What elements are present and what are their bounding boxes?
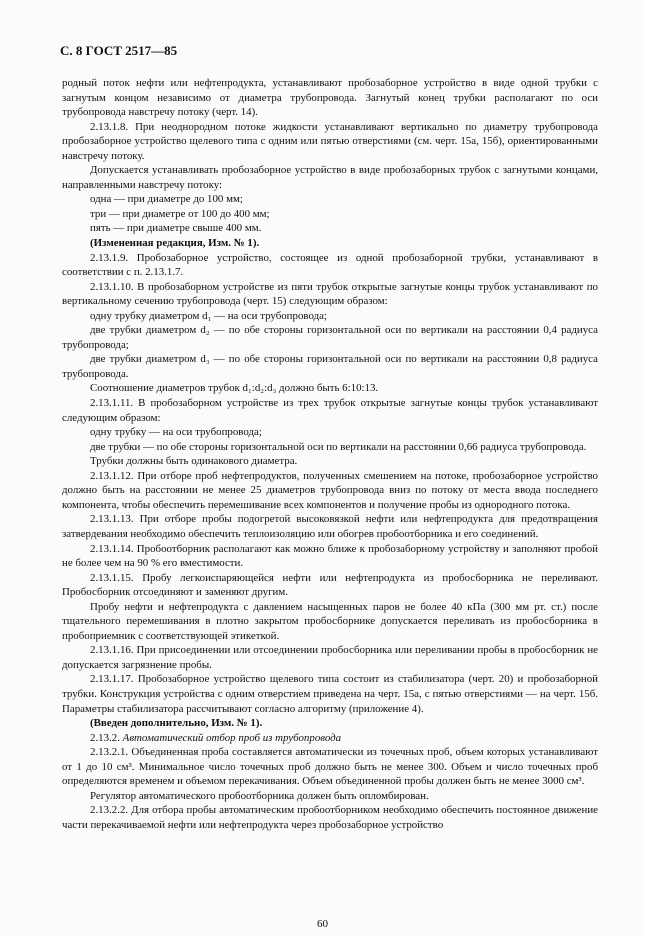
paragraph: две трубки диаметром d₃ — по обе стороны горизонтальной оси по вертикали на расстоянии 0,8 радиуса трубопровода.	[62, 353, 598, 380]
paragraph: 2.13.2.2. Для отбора пробы автоматическим пробоотборником необходимо обеспечить постоянное движение части перекачиваемой нефти или нефтепродукта через пробозаборное устройство	[62, 804, 598, 831]
paragraph: 2.13.1.14. Пробоотборник располагают как можно ближе к пробозаборному устройству и заполняют пробой не более чем на 90 % его вместимости.	[62, 542, 598, 570]
paragraph: 2.13.1.8. При неоднородном потоке жидкости устанавливают вертикально по диаметру трубопровода пробозаборное устройство щелевого типа с одним или пятью отверстиями (см. черт. 15а, 15б), ориентированными навстречу потоку.	[62, 120, 598, 162]
paragraph: 2.13.1.17. Пробозаборное устройство щелевого типа состоит из стабилизатора (черт. 20) и пробозаборной трубки. Конструкция устройства с одним отверстием приведена на черт. 15а, с пятью отверстиями — на черт. 15б. Параметры стабилизатора рассчитывают согласно алгоритму (приложение 4).	[62, 673, 598, 715]
amendment-note: (Измененная редакция, Изм. № 1).	[90, 237, 260, 250]
paragraph: 2.13.1.11. В пробозаборном устройстве из трех трубок открытые загнутые концы трубок устанавливают следующим образом:	[62, 397, 598, 424]
amendment-note: (Введен дополнительно, Изм. № 1).	[90, 717, 263, 730]
page-number: 60	[317, 918, 328, 930]
paragraph: 2.13.1.9. Пробозаборное устройство, состоящее из одной пробозаборной трубки, устанавливают в соответствии с п. 2.13.1.7.	[62, 251, 598, 279]
paragraph: 2.13.1.15. Пробу легкоиспаряющейся нефти или нефтепродукта из пробосборника не переливают. Пробосборник отсоединяют и заменяют другим.	[62, 571, 598, 599]
document-body	[62, 76, 598, 832]
paragraph: две трубки — по обе стороны горизонтальной оси по вертикали на расстоянии 0,66 радиуса трубопровода.	[90, 440, 587, 453]
paragraph: пять — при диаметре свыше 400 мм.	[90, 222, 262, 235]
paragraph: 2.13.1.10. В пробозаборном устройстве из пяти трубок открытые загнутые концы трубок устанавливают по вертикальному сечению трубопровода (черт. 15) следующим образом:	[62, 280, 598, 308]
paragraph: 2.13.1.12. При отборе проб нефтепродуктов, полученных смешением на потоке, пробозаборное устройство должно быть на расстоянии не менее 25 диаметров трубопровода вниз по потоку от места ввода последнего компонента, чтобы обеспечить перемешивание всех компонентов и получение пробы из однородного потока.	[62, 469, 598, 511]
paragraph: одна — при диаметре до 100 мм;	[90, 193, 243, 206]
paragraph: три — при диаметре от 100 до 400 мм;	[90, 207, 270, 220]
paragraph: родный поток нефти или нефтепродукта, устанавливают пробозаборное устройство в виде одной трубки с загнутым концом независимо от диаметра трубопровода. Загнутый конец трубки располагают по оси трубопровода навстречу потоку (черт. 14).	[62, 77, 598, 119]
paragraph: одну трубку диаметром d₁ — на оси трубопровода;	[90, 309, 327, 322]
section-heading: 2.13.2. Автоматический отбор проб из трубопровода	[90, 731, 342, 744]
paragraph: Соотношение диаметров трубок d₁:d₂:d₃ должно быть 6:10:13.	[90, 382, 379, 395]
paragraph: 2.13.1.16. При присоединении или отсоединении пробосборника или переливании пробы в пробосборник не допускается загрязнение пробы.	[62, 644, 598, 671]
section-heading-title: Автоматический отбор проб из трубопровода	[122, 731, 342, 744]
paragraph: 2.13.1.13. При отборе пробы подогретой высоковязкой нефти или нефтепродукта для предотвращения затвердевания необходимо обеспечить теплоизоляцию или обогрев пробоотборника и его соединений.	[62, 513, 598, 540]
paragraph: две трубки диаметром d₂ — по обе стороны горизонтальной оси по вертикали на расстоянии 0,4 радиуса трубопровода;	[62, 324, 598, 351]
paragraph: Трубки должны быть одинакового диаметра.	[90, 455, 298, 468]
page-header: С. 8 ГОСТ 2517—85	[60, 43, 178, 58]
paragraph: Пробу нефти и нефтепродукта с давлением насыщенных паров не более 40 кПа (300 мм рт. ст.) после тщательного перемешивания в плотно закрытом пробосборнике допускается переливать из пробосборника в пробоприемник с соответствующей этикеткой.	[62, 600, 598, 642]
paragraph: одну трубку — на оси трубопровода;	[90, 426, 262, 439]
paragraph: 2.13.2.1. Объединенная проба составляется автоматически из точечных проб, объем которых устанавливают от 1 до 10 см³. Минимальное число точечных проб должно быть не менее 300. Объем и число точечных проб определяются временем и объемом перекачивания. Объем объединенной пробы должен быть не менее 3000 см³.	[62, 746, 598, 788]
paragraph: Регулятор автоматического пробоотборника должен быть опломбирован.	[90, 789, 429, 802]
paragraph: Допускается устанавливать пробозаборное устройство в виде пробозаборных трубок с загнутыми концами, направленными навстречу потоку:	[62, 164, 598, 191]
